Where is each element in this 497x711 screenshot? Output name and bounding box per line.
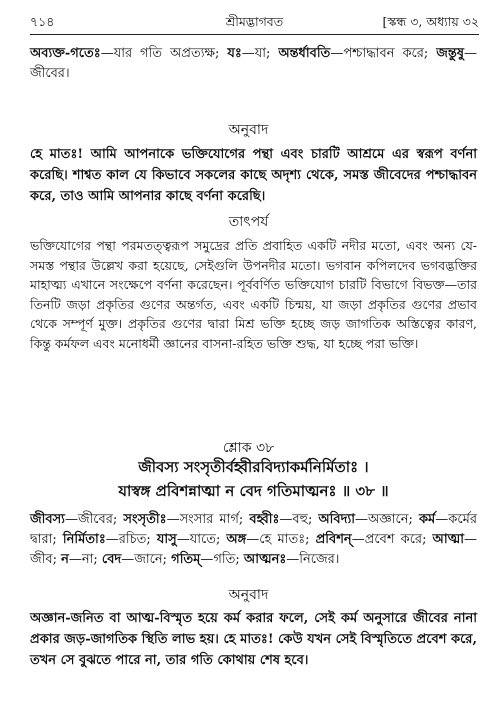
synonym-term: কর্ম — [418, 512, 436, 527]
synonyms-verse — [30, 510, 477, 570]
synonym-meaning: —রচিত; — [105, 532, 157, 547]
translation-heading: অনুবাদ — [228, 122, 269, 138]
synonym-meaning: —জীবের। — [30, 46, 477, 81]
synonym-term: জন্তুষু — [436, 46, 464, 61]
synonym-term: সংসৃতীঃ — [123, 512, 167, 527]
synonym-meaning: —নিজের। — [286, 552, 340, 567]
chapter-reference: [স্কন্ধ ৩, অধ্যায় ৩২ — [382, 14, 479, 29]
header-rule — [30, 34, 479, 35]
synonym-term: গতিম্ — [171, 552, 201, 567]
synonym-meaning: —জীবের; — [64, 512, 124, 527]
synonym-meaning: —অজ্ঞানে; — [355, 512, 419, 527]
synonym-term: আত্মা — [432, 532, 464, 547]
synonym-term: বেদ — [101, 552, 122, 567]
purport-heading: তাৎপর্য — [228, 214, 269, 230]
synonym-meaning: —বহু; — [279, 512, 319, 527]
synonym-meaning: —যাতে; — [176, 532, 227, 547]
synonym-meaning: —জানে; — [121, 552, 172, 567]
synonym-meaning: —যার গতি অপ্রত্যক্ষ; — [100, 46, 228, 61]
synonym-meaning: —যা; — [241, 46, 279, 61]
translation-text-2: অজ্ঞান-জনিত বা আত্ম-বিস্মৃত হয়ে কর্ম করার ফলে, সেই কর্ম অনুসারে জীবের নানা প্রকার জড়-জাগতিক স্থিতি লাভ হয়। হে মাতঃ! কেউ যখন সেই বিস্মৃতিতে প্রবেশ করে, তখন সে বুঝতে পারে না, তার গতি কোথায় শেষ হবে। — [30, 611, 477, 668]
synonym-meaning: —হে মাতঃ; — [246, 532, 316, 547]
synonym-term: ন — [61, 552, 69, 567]
page-header — [30, 14, 479, 34]
synonym-term: বহ্বীঃ — [249, 512, 280, 527]
synonym-meaning: —না; — [68, 552, 102, 567]
synonym-term: অঙ্গ — [226, 532, 247, 547]
synonym-term: আত্মনঃ — [243, 552, 287, 567]
synonym-meaning: —গতি; — [200, 552, 244, 567]
synonyms-top — [30, 44, 477, 84]
synonym-term: অবিদ্যা — [318, 512, 356, 527]
synonym-term: অন্তর্ধাবতি — [278, 46, 331, 61]
verse-line-1: জীবস্য সংসৃতীর্বহ্বীরবিদ্যাকর্মনির্মিতাঃ । — [138, 458, 369, 476]
book-title: শ্রীমদ্ভাগবত — [225, 14, 284, 29]
synonym-term: নির্মিতাঃ — [62, 532, 106, 547]
page-number: ৭১৪ — [30, 14, 55, 29]
translation-text: হে মাতঃ! আমি আপনাকে ভক্তিযোগের পন্থা এবং চারটি আশ্রমে এর স্বরূপ বর্ণনা করেছি। শাশ্বত কাল যে কিভাবে সকলের কাছে অদৃশ্য থেকে, সমস্ত জীবেদের পশ্চাদ্ধাবন করে, তাও আমি আপনার কাছে বর্ণনা করেছি। — [30, 147, 477, 204]
verse-heading: শ্লোক ৩৮ — [222, 440, 275, 456]
synonym-term: যঃ — [227, 46, 242, 61]
synonym-term: জীবস্য — [30, 512, 65, 527]
synonym-term: অব্যক্ত-গতেঃ — [30, 46, 101, 61]
synonym-term: প্রবিশন্ — [315, 532, 352, 547]
synonym-meaning: —সংসার মার্গ; — [166, 512, 250, 527]
purport-text: ভক্তিযোগের পন্থা পরমতত্ত্বরূপ সমুদ্রের প্রতি প্রবাহিত একটি নদীর মতো, এবং অন্য যে-সমস্ত পন্থার উল্লেখ করা হয়েছে, সেইগুলি উপনদীর মতো। ভগবান কপিলদেব ভগবদ্ভক্তির মাহাত্ম্য এখানে সংক্ষেপে বর্ণনা করেছেন। পূর্ববর্ণিত ভক্তিযোগ চারটি বিভাগে বিভক্ত—তার তিনটি জড়া প্রকৃতির গুণের অন্তর্গত, এবং একটি চিন্ময়, যা জড়া প্রকৃতির গুণের প্রভাব থেকে সম্পূর্ণ মুক্ত। প্রকৃতির গুণের দ্বারা মিশ্র ভক্তি হচ্ছে জড় জাগতিক অস্তিত্বের কারণ, কিন্তু কর্মফল এবং মনোধর্মী জ্ঞানের বাসনা-রহিত ভক্তি শুদ্ধ, যা হচ্ছে পরা ভক্তি। — [30, 238, 477, 351]
verse-line-2: যাস্বঙ্গ প্রবিশন্নাত্মা ন বেদ গতিমাত্মনঃ ॥ ৩৮ ॥ — [118, 482, 389, 500]
synonym-meaning: —পশ্চাদ্ধাবন করে; — [330, 46, 437, 61]
synonym-meaning: —জীব; — [30, 532, 477, 567]
synonym-meaning: —প্রবেশ করে; — [351, 532, 433, 547]
synonym-meaning: —কর্মের দ্বারা; — [30, 512, 477, 547]
synonym-term: যাসু — [156, 532, 177, 547]
translation-heading-2: অনুবাদ — [228, 587, 269, 603]
